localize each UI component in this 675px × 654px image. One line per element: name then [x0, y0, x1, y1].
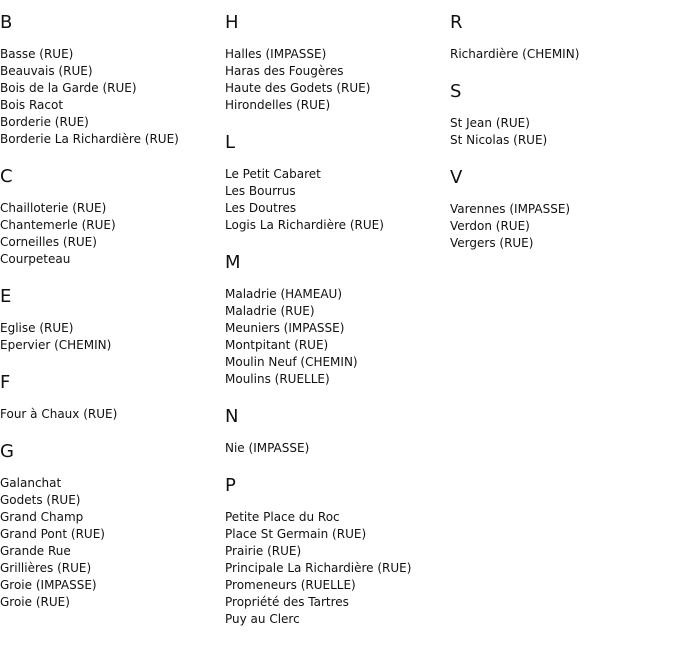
- group-spacer: [225, 388, 445, 406]
- letter-heading: G: [0, 441, 14, 462]
- street-list: [225, 509, 445, 628]
- street-list: [450, 201, 670, 252]
- street-item: Haute des Godets (RUE): [225, 81, 371, 95]
- index-column-1: [0, 12, 220, 611]
- letter-heading: P: [225, 475, 236, 496]
- street-item: Maladrie (RUE): [225, 304, 315, 318]
- group-spacer: [225, 114, 445, 132]
- street-item: Prairie (RUE): [225, 544, 302, 558]
- letter-group: [450, 12, 670, 63]
- street-item: Basse (RUE): [0, 47, 74, 61]
- street-item: Verdon (RUE): [450, 219, 530, 233]
- street-item: Petite Place du Roc: [225, 510, 340, 524]
- street-list: [225, 440, 445, 457]
- letter-group: [225, 132, 445, 234]
- group-spacer: [225, 457, 445, 475]
- street-list: [225, 46, 445, 114]
- letter-group: [225, 12, 445, 114]
- letter-group: [225, 406, 445, 457]
- street-item: St Jean (RUE): [450, 116, 530, 130]
- street-item: Borderie La Richardière (RUE): [0, 132, 179, 146]
- letter-heading: M: [225, 252, 241, 273]
- group-spacer: [0, 354, 220, 372]
- group-spacer: [0, 423, 220, 441]
- street-item: Corneilles (RUE): [0, 235, 97, 249]
- street-item: Bois de la Garde (RUE): [0, 81, 137, 95]
- street-item: Godets (RUE): [0, 493, 81, 507]
- letter-group: [0, 286, 220, 354]
- street-item: Eglise (RUE): [0, 321, 74, 335]
- street-list: [450, 46, 670, 63]
- street-item: Le Petit Cabaret: [225, 167, 321, 181]
- street-item: Galanchat: [0, 476, 62, 490]
- street-item: Grillières (RUE): [0, 561, 92, 575]
- street-item: Principale La Richardière (RUE): [225, 561, 412, 575]
- street-item: Les Bourrus: [225, 184, 296, 198]
- street-item: Richardière (CHEMIN): [450, 47, 580, 61]
- letter-heading: R: [450, 12, 463, 33]
- street-item: Halles (IMPASSE): [225, 47, 327, 61]
- street-item: Promeneurs (RUELLE): [225, 578, 356, 592]
- street-item: Courpeteau: [0, 252, 71, 266]
- letter-group: [0, 12, 220, 148]
- letter-heading: H: [225, 12, 239, 33]
- street-item: Chailloterie (RUE): [0, 201, 107, 215]
- group-spacer: [450, 63, 670, 81]
- letter-heading: N: [225, 406, 239, 427]
- street-item: Place St Germain (RUE): [225, 527, 367, 541]
- street-item: St Nicolas (RUE): [450, 133, 548, 147]
- group-spacer: [0, 148, 220, 166]
- street-item: Meuniers (IMPASSE): [225, 321, 345, 335]
- street-list: [0, 200, 220, 268]
- letter-group: [450, 81, 670, 149]
- street-list: [0, 320, 220, 354]
- letter-group: [225, 252, 445, 388]
- street-item: Maladrie (HAMEAU): [225, 287, 342, 301]
- street-item: Grand Champ: [0, 510, 84, 524]
- street-item: Propriété des Tartres: [225, 595, 349, 609]
- street-item: Epervier (CHEMIN): [0, 338, 112, 352]
- street-item: Moulin Neuf (CHEMIN): [225, 355, 358, 369]
- letter-heading: L: [225, 132, 236, 153]
- index-column-2: [225, 12, 445, 628]
- letter-group: [225, 475, 445, 628]
- street-item: Logis La Richardière (RUE): [225, 218, 384, 232]
- street-item: Beauvais (RUE): [0, 64, 93, 78]
- letter-heading: C: [0, 166, 13, 187]
- index-column-3: [450, 12, 670, 252]
- letter-group: [450, 167, 670, 252]
- letter-heading: B: [0, 12, 13, 33]
- group-spacer: [450, 149, 670, 167]
- street-item: Four à Chaux (RUE): [0, 407, 118, 421]
- street-item: Grand Pont (RUE): [0, 527, 105, 541]
- street-list: [0, 406, 220, 423]
- letter-group: [0, 372, 220, 423]
- letter-heading: F: [0, 372, 11, 393]
- group-spacer: [225, 234, 445, 252]
- street-list: [225, 286, 445, 388]
- street-item: Groie (RUE): [0, 595, 70, 609]
- street-list: [0, 475, 220, 611]
- street-item: Haras des Fougères: [225, 64, 344, 78]
- street-item: Grande Rue: [0, 544, 71, 558]
- street-item: Vergers (RUE): [450, 236, 534, 250]
- letter-group: [0, 166, 220, 268]
- street-item: Montpitant (RUE): [225, 338, 329, 352]
- street-item: Bois Racot: [0, 98, 64, 112]
- street-item: Hirondelles (RUE): [225, 98, 331, 112]
- street-item: Puy au Clerc: [225, 612, 300, 626]
- street-item: Les Doutres: [225, 201, 297, 215]
- street-item: Groie (IMPASSE): [0, 578, 97, 592]
- street-item: Borderie (RUE): [0, 115, 89, 129]
- street-list: [225, 166, 445, 234]
- letter-group: [0, 441, 220, 611]
- letter-heading: S: [450, 81, 462, 102]
- street-item: Moulins (RUELLE): [225, 372, 330, 386]
- street-list: [450, 115, 670, 149]
- letter-heading: E: [0, 286, 12, 307]
- street-list: [0, 46, 220, 148]
- letter-heading: V: [450, 167, 463, 188]
- group-spacer: [0, 268, 220, 286]
- street-item: Varennes (IMPASSE): [450, 202, 571, 216]
- street-item: Nie (IMPASSE): [225, 441, 310, 455]
- street-item: Chantemerle (RUE): [0, 218, 116, 232]
